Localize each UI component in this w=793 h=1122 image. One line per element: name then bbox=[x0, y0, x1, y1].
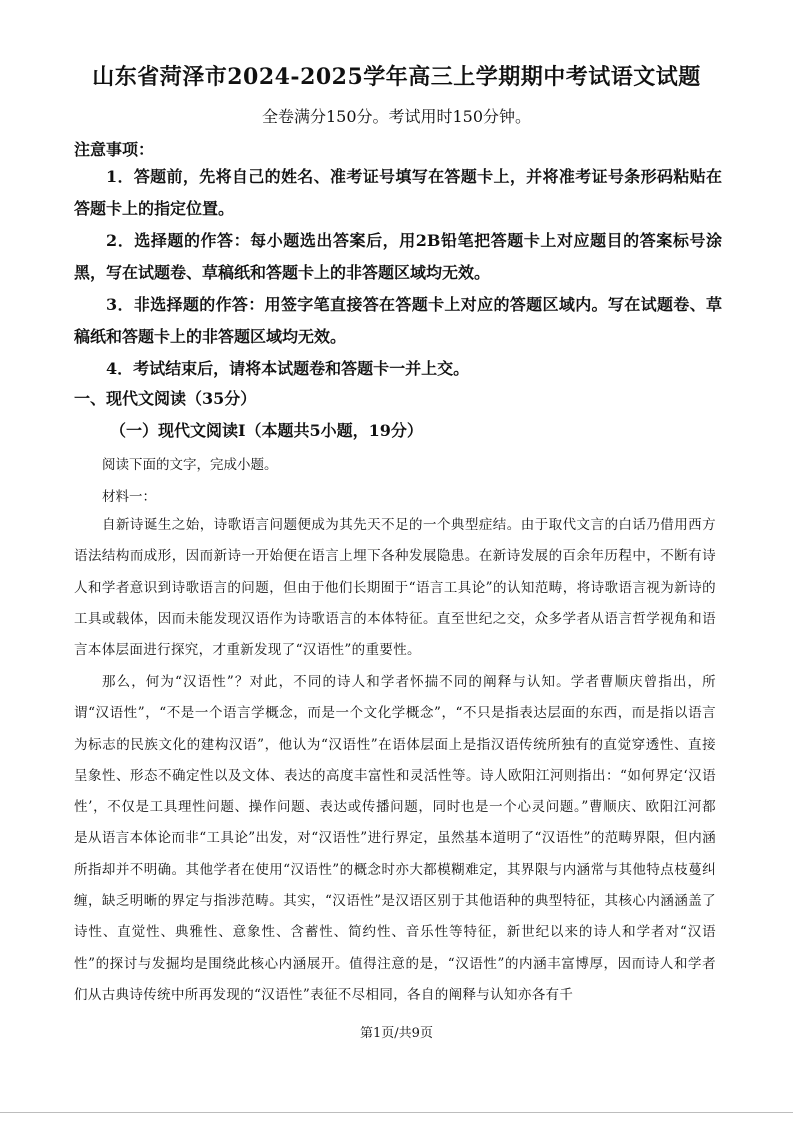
section-heading: 一、现代文阅读（35分） bbox=[74, 389, 257, 408]
notes-heading: 注意事项： bbox=[74, 140, 155, 159]
note-item-text: 2．选择题的作答：每小题选出答案后，用2B铅笔把答题卡上对应题目的答案标号涂黑，写在试题卷、草稿纸和答题卡上的非答题区域均无效。 bbox=[74, 231, 722, 282]
subsection-heading: （一）现代文阅读Ⅰ（本题共5小题，19分） bbox=[110, 421, 423, 440]
note-item-text: 3．非选择题的作答：用签字笔直接答在答题卡上对应的答题区域内。写在试题卷、草稿纸和答题卡上的非答题区域均无效。 bbox=[74, 295, 722, 346]
note-item-text: 4．考试结束后，请将本试题卷和答题卡一并上交。 bbox=[106, 359, 470, 378]
reading-instruction: 阅读下面的文字，完成小题。 bbox=[102, 457, 278, 473]
body-paragraph: 那么，何为“汉语性”？对此，不同的诗人和学者怀揣不同的阐释与认知。学者曹顺庆曾指出，所谓“汉语性”，“不是一个语言学概念，而是一个文化学概念”，“不只是指表达层面的东西，而是指以语言为标志的民族文化的建构汉语”，他认为“汉语性”在语体层面上是指汉语传统所独有的直觉穿透性、直接呈象性、形态不确定性以及文体、表达的高度丰富性和灵活性等。诗人欧阳江河则指出：“如何界定‘汉语性’，不仅是工具理性问题、操作问题、表达或传播问题，同时也是一个心灵问题。”曹顺庆、欧阳江河都是从语言本体论而非“工具论”出发，对“汉语性”进行界定，虽然基本道明了“汉语性”的范畴界限，但内涵所指却并不明确。其他学者在使用“汉语性”的概念时亦大都模糊难定，其界限与内涵常与其他特点枝蔓纠缠，缺乏明晰的界定与指涉范畴。其实，“汉语性”是汉语区别于其他语种的典型特征，其核心内涵涵盖了诗性、直觉性、典雅性、意象性、含蓄性、简约性、音乐性等特征，新世纪以来的诗人和学者对“汉语性”的探讨与发掘均是围绕此核心内涵展开。值得注意的是，“汉语性”的内涵丰富博厚，因而诗人和学者们从古典诗传统中所再发现的“汉语性”表征不尽相同，各自的阐释与认知亦各有千 bbox=[74, 674, 716, 1003]
page-title: 山东省菏泽市2024-2025学年高三上学期期中考试语文试题 bbox=[92, 64, 701, 90]
note-item bbox=[74, 161, 722, 225]
body-paragraph: 自新诗诞生之始，诗歌语言问题便成为其先天不足的一个典型症结。由于取代文言的白话乃借用西方语法结构而成形，因而新诗一开始便在语言上埋下各种发展隐患。在新诗发展的百余年历程中，不断有诗人和学者意识到诗歌语言的问题，但由于他们长期囿于“语言工具论”的认知范畴，将诗歌语言视为新诗的工具或载体，因而未能发现汉语作为诗歌语言的本体特征。直至世纪之交，众多学者从语言哲学视角和语言本体层面进行探究，才重新发现了“汉语性”的重要性。 bbox=[74, 517, 716, 659]
exam-info: 全卷满分150分。考试用时150分钟。 bbox=[261, 107, 532, 126]
note-item-text: 1．答题前，先将自己的姓名、准考证号填写在答题卡上，并将准考证号条形码粘贴在答题卡上的指定位置。 bbox=[74, 167, 722, 218]
bottom-divider bbox=[0, 1112, 793, 1113]
note-item bbox=[74, 225, 722, 289]
note-item bbox=[74, 289, 722, 353]
material-label: 材料一： bbox=[102, 489, 156, 505]
page-number: 第1页/共9页 bbox=[360, 1026, 433, 1041]
note-item bbox=[74, 353, 722, 385]
